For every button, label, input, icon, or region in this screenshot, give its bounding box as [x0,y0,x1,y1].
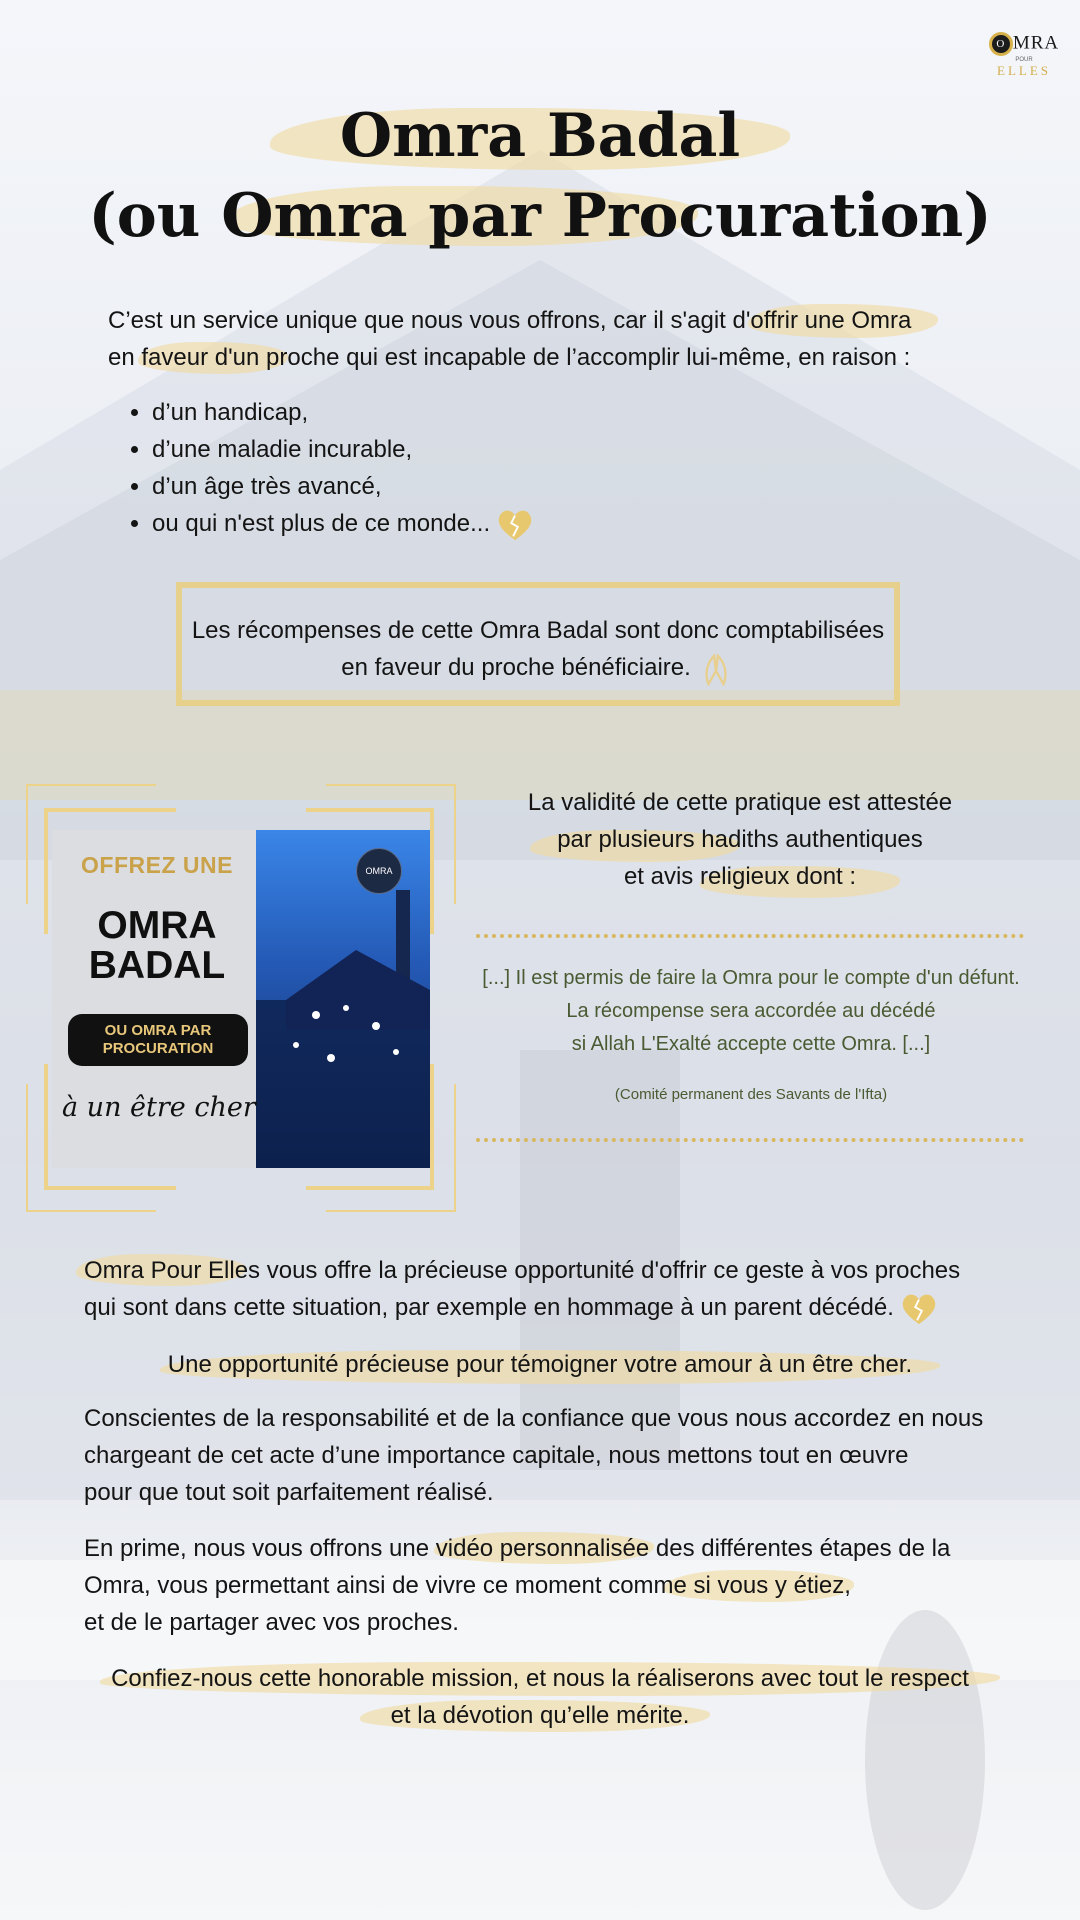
promo-card [26,784,456,1212]
prime-line-2: Omra, vous permettant ainsi de vivre ce moment comme si vous y étiez, [84,1572,851,1599]
omra-label: OMRA [97,904,217,947]
title-line-1: Omra Badal [339,101,741,171]
brand-logo [984,32,1064,79]
opportunity-line-2 [84,1289,1044,1326]
logo-top-text: MRA [1012,32,1060,54]
rewards-box [176,582,900,706]
prime-line-1: En prime, nous vous offrons une vidéo personnalisée des différentes étapes de la [84,1535,951,1562]
list-item: • d’un âge très avancé, [152,468,534,505]
heart-icon [900,1292,938,1326]
page-title [0,96,1080,256]
closing-paragraph [60,1660,1020,1734]
conscientes-line-2: chargeant de cet acte d’une importance capitale, nous mettons tout en œuvre [84,1442,909,1469]
quote-line-1: [...] Il est permis de faire la Omra pour le compte d'un défunt. [482,967,1020,989]
list-item: • d’un handicap, [152,394,534,431]
list-item [152,505,534,542]
divider-bottom [476,1138,1024,1142]
rewards-line-2 [182,649,894,686]
night-photo [256,830,430,1168]
quote-source: (Comité permanent des Savants de l'Ifta) [614,1086,888,1103]
title-line-2: (ou Omra par Procuration) [88,181,992,251]
responsibility-paragraph [84,1400,1044,1511]
quote-line-3: si Allah L'Exalté accepte cette Omra. [...] [571,1033,931,1055]
intro-line-1: C’est un service unique que nous vous offrons, car il s'agit d'offrir une Omra [108,307,912,334]
intro-line-2: en faveur d'un proche qui est incapable de l’accomplir lui-même, en raison : [108,344,911,371]
praying-hands-icon [697,652,735,686]
divider-top [476,934,1024,938]
opportunity-line-2-text: qui sont dans cette situation, par exemple en hommage à un parent décédé. [84,1294,894,1321]
reasons-list [124,394,534,542]
pill-line-1: OU OMRA PAR [104,1022,212,1039]
omra-badal-label [52,906,262,986]
highlight-sentence [0,1346,1080,1383]
rewards-line-2-text: en faveur du proche bénéficiaire. [341,654,691,681]
list-item: • d’une maladie incurable, [152,431,534,468]
rewards-line-1: Les récompenses de cette Omra Badal sont donc comptabilisées [191,617,885,644]
logo-middle-text: POUR [1015,57,1033,63]
offer-label: OFFREZ UNE [81,852,233,878]
validity-line-3: et avis religieux dont : [623,863,857,890]
confiez-line-1: Confiez-nous cette honorable mission, et nous la réaliserons avec tout le respect [111,1665,969,1692]
conscientes-line-1: Conscientes de la responsabilité et de la confiance que vous nous accordez en nous [84,1405,984,1432]
intro-paragraph [108,302,1008,376]
card-logo-icon: OMRA [356,848,402,894]
badal-label: BADAL [88,944,226,987]
promo-image [52,830,430,1168]
hadith-quote [456,962,1046,1061]
prime-line-3: et de le partager avec vos proches. [84,1609,459,1636]
pill-line-2: PROCURATION [102,1040,214,1057]
logo-initial: O [989,32,1013,56]
opportunity-line-1: Omra Pour Elles vous offre la précieuse opportunité d'offrir ce geste à vos proches [84,1257,961,1284]
list-item-text: ou qui n'est plus de ce monde... [152,510,491,537]
validity-line-1: La validité de cette pratique est attestée [527,789,953,816]
quote-line-2: La récompense sera accordée au décédé [566,1000,936,1022]
validity-paragraph [470,784,1010,895]
validity-line-2: par plusieurs hadiths authentiques [557,826,923,853]
logo-bottom-text: ELLES [997,63,1051,78]
confiez-line-2: et la dévotion qu’elle mérite. [390,1702,690,1729]
bonus-paragraph [84,1530,1044,1641]
opportunity-paragraph [84,1252,1044,1326]
conscientes-line-3: pour que tout soit parfaitement réalisé. [84,1479,494,1506]
script-tagline: à un être cher [62,1092,256,1123]
broken-heart-icon [496,508,534,542]
highlight-text: Une opportunité précieuse pour témoigner votre amour à un être cher. [167,1351,913,1378]
procuration-pill [68,1014,248,1066]
